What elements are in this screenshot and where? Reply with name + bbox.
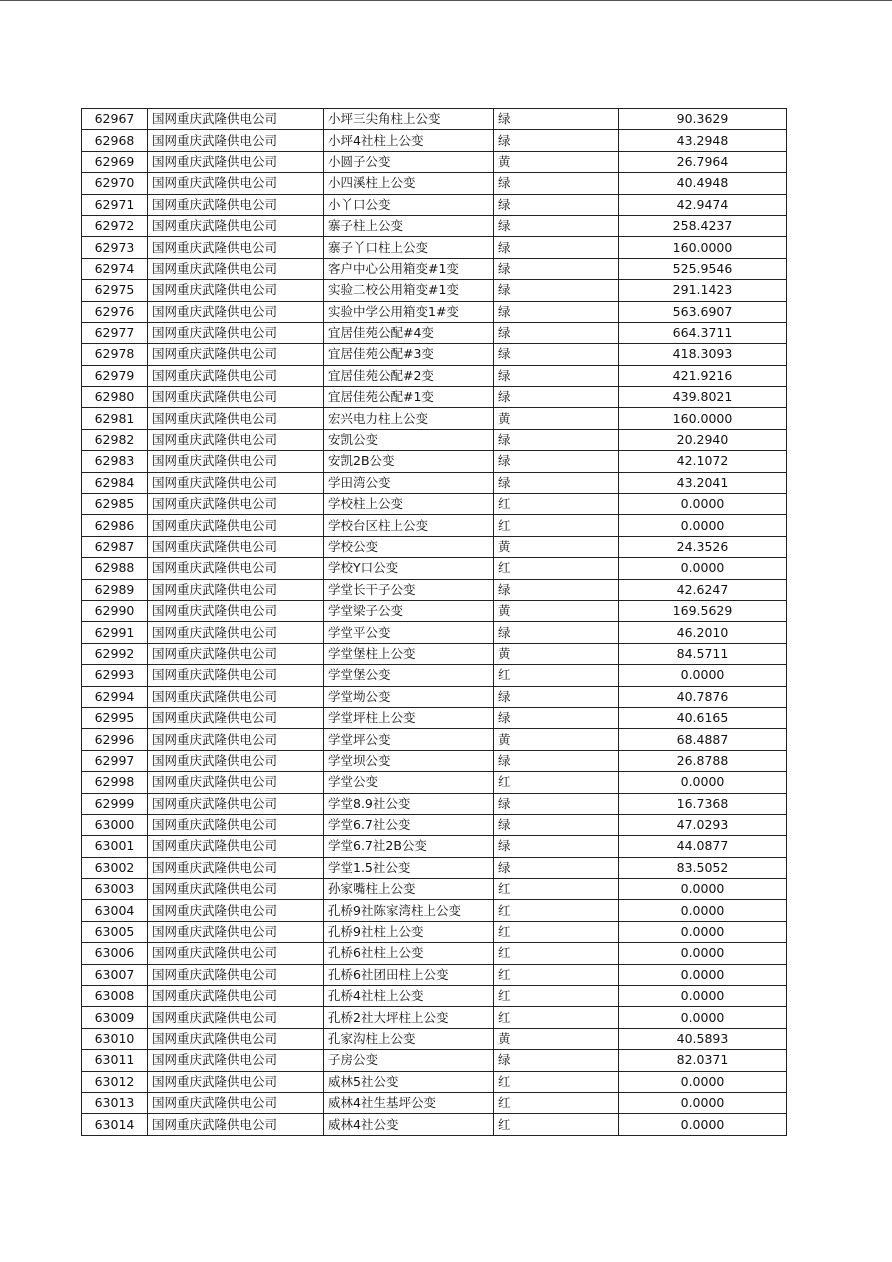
- row-id-cell: 63009: [82, 1007, 148, 1028]
- table-row: [82, 301, 787, 322]
- company-name-cell: 国网重庆武隆供电公司: [148, 1028, 324, 1049]
- transformer-name-cell: 寨子丫口柱上公变: [324, 237, 494, 258]
- transformer-name-cell: 实验二校公用箱变#1变: [324, 280, 494, 301]
- load-value-cell: 0.0000: [619, 900, 787, 921]
- row-id-cell: 63011: [82, 1050, 148, 1071]
- table-row: [82, 600, 787, 621]
- row-id-cell: 63000: [82, 814, 148, 835]
- status-color-cell: 黄: [494, 536, 619, 557]
- transformer-name-cell: 宜居佳苑公配#2变: [324, 365, 494, 386]
- transformer-name-cell: 学校柱上公变: [324, 494, 494, 515]
- company-name-cell: 国网重庆武隆供电公司: [148, 237, 324, 258]
- row-id-cell: 63001: [82, 836, 148, 857]
- transformer-name-cell: 孔桥6社柱上公变: [324, 943, 494, 964]
- company-name-cell: 国网重庆武隆供电公司: [148, 194, 324, 215]
- load-value-cell: 40.5893: [619, 1028, 787, 1049]
- company-name-cell: 国网重庆武隆供电公司: [148, 322, 324, 343]
- transformer-name-cell: 学堂平公变: [324, 622, 494, 643]
- transformer-name-cell: 安凯2B公变: [324, 451, 494, 472]
- transformer-name-cell: 学堂1.5社公变: [324, 857, 494, 878]
- company-name-cell: 国网重庆武隆供电公司: [148, 1114, 324, 1135]
- transformer-name-cell: 宜居佳苑公配#3变: [324, 344, 494, 365]
- row-id-cell: 62972: [82, 215, 148, 236]
- row-id-cell: 62984: [82, 472, 148, 493]
- transformer-name-cell: 安凯公变: [324, 429, 494, 450]
- row-id-cell: 62989: [82, 579, 148, 600]
- table-row: [82, 622, 787, 643]
- load-value-cell: 0.0000: [619, 1007, 787, 1028]
- row-id-cell: 62981: [82, 408, 148, 429]
- transformer-name-cell: 学堂公变: [324, 772, 494, 793]
- table-row: [82, 1114, 787, 1135]
- table-row: [82, 900, 787, 921]
- company-name-cell: 国网重庆武隆供电公司: [148, 558, 324, 579]
- row-id-cell: 62969: [82, 151, 148, 172]
- company-name-cell: 国网重庆武隆供电公司: [148, 130, 324, 151]
- load-value-cell: 0.0000: [619, 494, 787, 515]
- transformer-name-cell: 宜居佳苑公配#1变: [324, 387, 494, 408]
- row-id-cell: 62987: [82, 536, 148, 557]
- table-row: [82, 387, 787, 408]
- load-value-cell: 0.0000: [619, 943, 787, 964]
- table-row: [82, 1050, 787, 1071]
- status-color-cell: 绿: [494, 387, 619, 408]
- row-id-cell: 62978: [82, 344, 148, 365]
- company-name-cell: 国网重庆武隆供电公司: [148, 814, 324, 835]
- company-name-cell: 国网重庆武隆供电公司: [148, 429, 324, 450]
- status-color-cell: 绿: [494, 258, 619, 279]
- load-value-cell: 291.1423: [619, 280, 787, 301]
- load-value-cell: 40.6165: [619, 707, 787, 728]
- row-id-cell: 62973: [82, 237, 148, 258]
- company-name-cell: 国网重庆武隆供电公司: [148, 515, 324, 536]
- transformer-name-cell: 学堂长干子公变: [324, 579, 494, 600]
- status-color-cell: 绿: [494, 429, 619, 450]
- table-row: [82, 280, 787, 301]
- company-name-cell: 国网重庆武隆供电公司: [148, 579, 324, 600]
- status-color-cell: 绿: [494, 322, 619, 343]
- table-row: [82, 344, 787, 365]
- load-value-cell: 664.3711: [619, 322, 787, 343]
- company-name-cell: 国网重庆武隆供电公司: [148, 258, 324, 279]
- row-id-cell: 63003: [82, 879, 148, 900]
- status-color-cell: 绿: [494, 301, 619, 322]
- load-value-cell: 42.6247: [619, 579, 787, 600]
- table-row: [82, 215, 787, 236]
- status-color-cell: 红: [494, 558, 619, 579]
- transformer-name-cell: 威林5社公变: [324, 1071, 494, 1092]
- transformer-name-cell: 学校公变: [324, 536, 494, 557]
- company-name-cell: 国网重庆武隆供电公司: [148, 151, 324, 172]
- table-row: [82, 451, 787, 472]
- row-id-cell: 62975: [82, 280, 148, 301]
- table-row: [82, 643, 787, 664]
- company-name-cell: 国网重庆武隆供电公司: [148, 879, 324, 900]
- table-row: [82, 237, 787, 258]
- company-name-cell: 国网重庆武隆供电公司: [148, 921, 324, 942]
- table-row: [82, 836, 787, 857]
- company-name-cell: 国网重庆武隆供电公司: [148, 1050, 324, 1071]
- load-value-cell: 0.0000: [619, 515, 787, 536]
- transformer-name-cell: 小圆子公变: [324, 151, 494, 172]
- load-value-cell: 421.9216: [619, 365, 787, 386]
- row-id-cell: 62994: [82, 686, 148, 707]
- transformer-name-cell: 孙家嘴柱上公变: [324, 879, 494, 900]
- transformer-name-cell: 实验中学公用箱变1#变: [324, 301, 494, 322]
- transformer-name-cell: 学校台区柱上公变: [324, 515, 494, 536]
- transformer-status-table: [81, 108, 787, 1136]
- transformer-name-cell: 小坪三尖角柱上公变: [324, 109, 494, 130]
- company-name-cell: 国网重庆武隆供电公司: [148, 622, 324, 643]
- status-color-cell: 红: [494, 1071, 619, 1092]
- row-id-cell: 62979: [82, 365, 148, 386]
- load-value-cell: 0.0000: [619, 964, 787, 985]
- transformer-name-cell: 学堂8.9社公变: [324, 793, 494, 814]
- row-id-cell: 62986: [82, 515, 148, 536]
- load-value-cell: 418.3093: [619, 344, 787, 365]
- table-row: [82, 173, 787, 194]
- company-name-cell: 国网重庆武隆供电公司: [148, 280, 324, 301]
- load-value-cell: 525.9546: [619, 258, 787, 279]
- row-id-cell: 63008: [82, 986, 148, 1007]
- row-id-cell: 63007: [82, 964, 148, 985]
- load-value-cell: 40.7876: [619, 686, 787, 707]
- table-row: [82, 986, 787, 1007]
- status-color-cell: 红: [494, 1007, 619, 1028]
- table-row: [82, 1071, 787, 1092]
- status-color-cell: 绿: [494, 793, 619, 814]
- status-color-cell: 绿: [494, 344, 619, 365]
- row-id-cell: 62976: [82, 301, 148, 322]
- status-color-cell: 绿: [494, 215, 619, 236]
- status-color-cell: 绿: [494, 472, 619, 493]
- load-value-cell: 26.7964: [619, 151, 787, 172]
- load-value-cell: 439.8021: [619, 387, 787, 408]
- status-color-cell: 绿: [494, 365, 619, 386]
- table-row: [82, 750, 787, 771]
- table-row: [82, 429, 787, 450]
- table-row: [82, 322, 787, 343]
- status-color-cell: 红: [494, 964, 619, 985]
- row-id-cell: 63004: [82, 900, 148, 921]
- row-id-cell: 63013: [82, 1092, 148, 1113]
- table-row: [82, 365, 787, 386]
- status-color-cell: 红: [494, 515, 619, 536]
- table-row: [82, 151, 787, 172]
- transformer-name-cell: 宜居佳苑公配#4变: [324, 322, 494, 343]
- table-row: [82, 964, 787, 985]
- load-value-cell: 46.2010: [619, 622, 787, 643]
- table-row: [82, 1028, 787, 1049]
- load-value-cell: 43.2041: [619, 472, 787, 493]
- load-value-cell: 42.9474: [619, 194, 787, 215]
- row-id-cell: 62974: [82, 258, 148, 279]
- row-id-cell: 62970: [82, 173, 148, 194]
- table-row: [82, 857, 787, 878]
- company-name-cell: 国网重庆武隆供电公司: [148, 472, 324, 493]
- transformer-name-cell: 学堂坪柱上公变: [324, 707, 494, 728]
- row-id-cell: 63010: [82, 1028, 148, 1049]
- load-value-cell: 82.0371: [619, 1050, 787, 1071]
- row-id-cell: 62996: [82, 729, 148, 750]
- status-color-cell: 绿: [494, 814, 619, 835]
- company-name-cell: 国网重庆武隆供电公司: [148, 643, 324, 664]
- company-name-cell: 国网重庆武隆供电公司: [148, 344, 324, 365]
- table-row: [82, 772, 787, 793]
- status-color-cell: 红: [494, 1114, 619, 1135]
- load-value-cell: 44.0877: [619, 836, 787, 857]
- transformer-name-cell: 寨子柱上公变: [324, 215, 494, 236]
- table-row: [82, 943, 787, 964]
- company-name-cell: 国网重庆武隆供电公司: [148, 387, 324, 408]
- transformer-name-cell: 威林4社公变: [324, 1114, 494, 1135]
- table-row: [82, 536, 787, 557]
- transformer-name-cell: 威林4社生基坪公变: [324, 1092, 494, 1113]
- table-row: [82, 879, 787, 900]
- status-color-cell: 黄: [494, 408, 619, 429]
- table-row: [82, 707, 787, 728]
- company-name-cell: 国网重庆武隆供电公司: [148, 301, 324, 322]
- load-value-cell: 26.8788: [619, 750, 787, 771]
- status-color-cell: 红: [494, 943, 619, 964]
- load-value-cell: 0.0000: [619, 921, 787, 942]
- company-name-cell: 国网重庆武隆供电公司: [148, 772, 324, 793]
- status-color-cell: 绿: [494, 173, 619, 194]
- company-name-cell: 国网重庆武隆供电公司: [148, 665, 324, 686]
- load-value-cell: 47.0293: [619, 814, 787, 835]
- row-id-cell: 62971: [82, 194, 148, 215]
- row-id-cell: 62967: [82, 109, 148, 130]
- load-value-cell: 0.0000: [619, 986, 787, 1007]
- row-id-cell: 62982: [82, 429, 148, 450]
- row-id-cell: 63012: [82, 1071, 148, 1092]
- transformer-name-cell: 宏兴电力柱上公变: [324, 408, 494, 429]
- status-color-cell: 红: [494, 879, 619, 900]
- status-color-cell: 绿: [494, 130, 619, 151]
- company-name-cell: 国网重庆武隆供电公司: [148, 451, 324, 472]
- table-row: [82, 814, 787, 835]
- table-row: [82, 408, 787, 429]
- status-color-cell: 红: [494, 494, 619, 515]
- table-row: [82, 494, 787, 515]
- transformer-name-cell: 学堂坝公变: [324, 750, 494, 771]
- row-id-cell: 62992: [82, 643, 148, 664]
- table-row: [82, 729, 787, 750]
- company-name-cell: 国网重庆武隆供电公司: [148, 215, 324, 236]
- table-row: [82, 472, 787, 493]
- table-row: [82, 665, 787, 686]
- transformer-name-cell: 学堂堡柱上公变: [324, 643, 494, 664]
- status-color-cell: 绿: [494, 857, 619, 878]
- row-id-cell: 62999: [82, 793, 148, 814]
- transformer-name-cell: 孔家沟柱上公变: [324, 1028, 494, 1049]
- table-body: [82, 109, 787, 1136]
- transformer-name-cell: 客户中心公用箱变#1变: [324, 258, 494, 279]
- company-name-cell: 国网重庆武隆供电公司: [148, 943, 324, 964]
- company-name-cell: 国网重庆武隆供电公司: [148, 836, 324, 857]
- company-name-cell: 国网重庆武隆供电公司: [148, 686, 324, 707]
- table-row: [82, 579, 787, 600]
- load-value-cell: 563.6907: [619, 301, 787, 322]
- table-row: [82, 558, 787, 579]
- company-name-cell: 国网重庆武隆供电公司: [148, 408, 324, 429]
- table-row: [82, 109, 787, 130]
- load-value-cell: 24.3526: [619, 536, 787, 557]
- table-row: [82, 130, 787, 151]
- transformer-name-cell: 小丫口公变: [324, 194, 494, 215]
- company-name-cell: 国网重庆武隆供电公司: [148, 1092, 324, 1113]
- status-color-cell: 黄: [494, 151, 619, 172]
- status-color-cell: 绿: [494, 707, 619, 728]
- row-id-cell: 62997: [82, 750, 148, 771]
- transformer-name-cell: 学堂梁子公变: [324, 600, 494, 621]
- status-color-cell: 绿: [494, 451, 619, 472]
- row-id-cell: 63005: [82, 921, 148, 942]
- status-color-cell: 绿: [494, 686, 619, 707]
- row-id-cell: 62993: [82, 665, 148, 686]
- status-color-cell: 红: [494, 1092, 619, 1113]
- status-color-cell: 绿: [494, 579, 619, 600]
- load-value-cell: 0.0000: [619, 772, 787, 793]
- row-id-cell: 63014: [82, 1114, 148, 1135]
- page-top-rule: [0, 0, 892, 1]
- row-id-cell: 62990: [82, 600, 148, 621]
- table-row: [82, 793, 787, 814]
- status-color-cell: 红: [494, 665, 619, 686]
- load-value-cell: 40.4948: [619, 173, 787, 194]
- status-color-cell: 黄: [494, 729, 619, 750]
- table-row: [82, 686, 787, 707]
- company-name-cell: 国网重庆武隆供电公司: [148, 1007, 324, 1028]
- transformer-name-cell: 小坪4社柱上公变: [324, 130, 494, 151]
- transformer-name-cell: 孔桥9社柱上公变: [324, 921, 494, 942]
- load-value-cell: 160.0000: [619, 237, 787, 258]
- row-id-cell: 63006: [82, 943, 148, 964]
- company-name-cell: 国网重庆武隆供电公司: [148, 494, 324, 515]
- status-color-cell: 绿: [494, 237, 619, 258]
- transformer-name-cell: 孔桥2社大坪柱上公变: [324, 1007, 494, 1028]
- company-name-cell: 国网重庆武隆供电公司: [148, 986, 324, 1007]
- transformer-name-cell: 学堂堡公变: [324, 665, 494, 686]
- table-row: [82, 515, 787, 536]
- status-color-cell: 绿: [494, 109, 619, 130]
- transformer-name-cell: 孔桥9社陈家湾柱上公变: [324, 900, 494, 921]
- company-name-cell: 国网重庆武隆供电公司: [148, 857, 324, 878]
- row-id-cell: 62985: [82, 494, 148, 515]
- load-value-cell: 160.0000: [619, 408, 787, 429]
- status-color-cell: 红: [494, 986, 619, 1007]
- load-value-cell: 258.4237: [619, 215, 787, 236]
- company-name-cell: 国网重庆武隆供电公司: [148, 173, 324, 194]
- transformer-name-cell: 学堂6.7社公变: [324, 814, 494, 835]
- load-value-cell: 16.7368: [619, 793, 787, 814]
- transformer-name-cell: 小四溪柱上公变: [324, 173, 494, 194]
- row-id-cell: 62995: [82, 707, 148, 728]
- row-id-cell: 62988: [82, 558, 148, 579]
- company-name-cell: 国网重庆武隆供电公司: [148, 900, 324, 921]
- transformer-name-cell: 孔桥6社团田柱上公变: [324, 964, 494, 985]
- load-value-cell: 0.0000: [619, 1114, 787, 1135]
- transformer-name-cell: 学堂坪公变: [324, 729, 494, 750]
- status-color-cell: 绿: [494, 280, 619, 301]
- table-row: [82, 1092, 787, 1113]
- load-value-cell: 84.5711: [619, 643, 787, 664]
- company-name-cell: 国网重庆武隆供电公司: [148, 707, 324, 728]
- load-value-cell: 83.5052: [619, 857, 787, 878]
- status-color-cell: 绿: [494, 750, 619, 771]
- load-value-cell: 169.5629: [619, 600, 787, 621]
- company-name-cell: 国网重庆武隆供电公司: [148, 750, 324, 771]
- transformer-name-cell: 学堂6.7社2B公变: [324, 836, 494, 857]
- transformer-name-cell: 孔桥4社柱上公变: [324, 986, 494, 1007]
- company-name-cell: 国网重庆武隆供电公司: [148, 729, 324, 750]
- company-name-cell: 国网重庆武隆供电公司: [148, 109, 324, 130]
- status-color-cell: 红: [494, 772, 619, 793]
- load-value-cell: 0.0000: [619, 879, 787, 900]
- row-id-cell: 62977: [82, 322, 148, 343]
- status-color-cell: 绿: [494, 1050, 619, 1071]
- company-name-cell: 国网重庆武隆供电公司: [148, 1071, 324, 1092]
- row-id-cell: 62991: [82, 622, 148, 643]
- row-id-cell: 62998: [82, 772, 148, 793]
- load-value-cell: 43.2948: [619, 130, 787, 151]
- row-id-cell: 62968: [82, 130, 148, 151]
- load-value-cell: 0.0000: [619, 1071, 787, 1092]
- company-name-cell: 国网重庆武隆供电公司: [148, 964, 324, 985]
- status-color-cell: 红: [494, 900, 619, 921]
- row-id-cell: 62983: [82, 451, 148, 472]
- status-color-cell: 绿: [494, 194, 619, 215]
- load-value-cell: 0.0000: [619, 1092, 787, 1113]
- load-value-cell: 0.0000: [619, 665, 787, 686]
- transformer-name-cell: 学田湾公变: [324, 472, 494, 493]
- status-color-cell: 黄: [494, 643, 619, 664]
- row-id-cell: 62980: [82, 387, 148, 408]
- status-color-cell: 绿: [494, 622, 619, 643]
- transformer-name-cell: 学校Y口公变: [324, 558, 494, 579]
- status-color-cell: 红: [494, 921, 619, 942]
- company-name-cell: 国网重庆武隆供电公司: [148, 365, 324, 386]
- status-color-cell: 黄: [494, 600, 619, 621]
- row-id-cell: 63002: [82, 857, 148, 878]
- load-value-cell: 0.0000: [619, 558, 787, 579]
- table-row: [82, 194, 787, 215]
- company-name-cell: 国网重庆武隆供电公司: [148, 536, 324, 557]
- status-color-cell: 绿: [494, 836, 619, 857]
- load-value-cell: 42.1072: [619, 451, 787, 472]
- load-value-cell: 90.3629: [619, 109, 787, 130]
- company-name-cell: 国网重庆武隆供电公司: [148, 793, 324, 814]
- transformer-name-cell: 学堂坳公变: [324, 686, 494, 707]
- table-row: [82, 921, 787, 942]
- table-row: [82, 258, 787, 279]
- transformer-name-cell: 子房公变: [324, 1050, 494, 1071]
- status-color-cell: 黄: [494, 1028, 619, 1049]
- load-value-cell: 20.2940: [619, 429, 787, 450]
- table-row: [82, 1007, 787, 1028]
- company-name-cell: 国网重庆武隆供电公司: [148, 600, 324, 621]
- load-value-cell: 68.4887: [619, 729, 787, 750]
